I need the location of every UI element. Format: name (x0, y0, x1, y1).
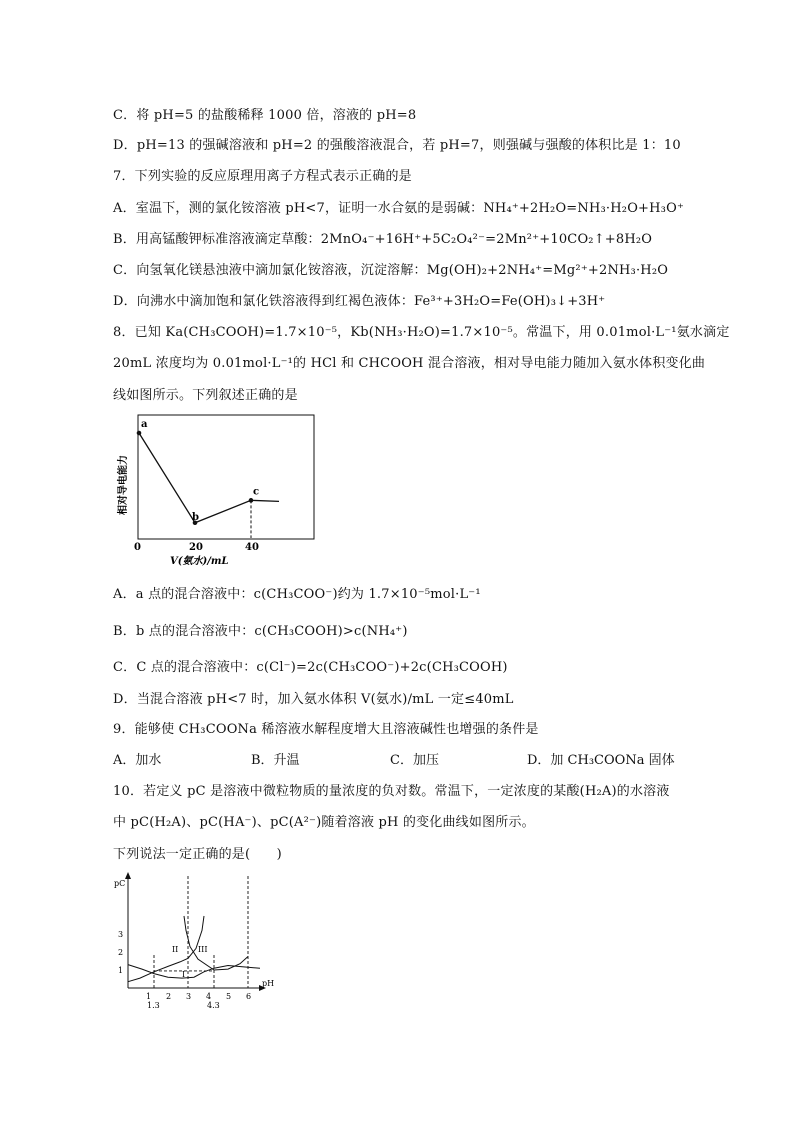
q9-option-c: C．加压 (390, 753, 439, 768)
q9-option-d: D．加 CH₃COONa 固体 (527, 753, 675, 768)
q8-option-b: B．b 点的混合溶液中：c(CH₃COOH)>c(NH₄⁺) (113, 624, 408, 639)
chart2-xlabel: pH (262, 979, 275, 988)
q10-stem-line1: 10．若定义 pC 是溶液中微粒物质的量浓度的负对数。常温下，一定浓度的某酸(H₂A)的水溶液 (113, 784, 670, 799)
q8-stem-line3: 线如图所示。下列叙述正确的是 (113, 388, 298, 403)
pc-ph-chart (112, 870, 292, 1010)
chart2-curve-III (184, 916, 248, 970)
q9-option-a: A．加水 (113, 753, 162, 768)
chart1-point-label-a: a (141, 419, 148, 430)
q8-stem-line1: 8．已知 Ka(CH₃COOH)=1.7×10⁻⁵，Kb(NH₃·H₂O)=1.7×10⁻⁵。常温下，用 0.01mol·L⁻¹氨水滴定 (113, 325, 730, 340)
chart1-point-label-c: c (253, 486, 260, 498)
q9-option-b: B．升温 (251, 753, 300, 768)
q7-option-d: D．向沸水中滴加饱和氯化铁溶液得到红褐色液体：Fe³⁺+3H₂O=Fe(OH)₃↓+3H⁺ (113, 294, 606, 309)
chart2-curve-label-II: II (172, 945, 179, 954)
chart1-tick-0: 0 (134, 542, 141, 553)
chart2-ytick-2: 2 (118, 948, 124, 957)
chart1-xlabel: V(氨水)/mL (170, 556, 229, 567)
q8-stem-line2: 20mL 浓度均为 0.01mol·L⁻¹的 HCl 和 CHCOOH 混合溶液，相对导电能力随加入氨水体积变化曲 (113, 356, 706, 371)
chart2-ytick-1: 1 (118, 966, 124, 975)
chart2-ylabel: pC (114, 879, 126, 888)
q6-option-c: C．将 pH=5 的盐酸稀释 1000 倍，溶液的 pH=8 (113, 108, 417, 123)
chart2-ytick-3: 3 (118, 930, 124, 939)
q7-option-c: C．向氢氧化镁悬浊液中滴加氯化铵溶液，沉淀溶解：Mg(OH)₂+2NH₄⁺=Mg²⁺+2NH₃·H₂O (113, 263, 669, 278)
q8-option-a: A．a 点的混合溶液中：c(CH₃COO⁻)约为 1.7×10⁻⁵mol·L⁻¹ (113, 587, 481, 602)
chart1-point-label-b: b (192, 511, 199, 523)
q9-stem: 9．能够使 CH₃COONa 稀溶液水解程度增大且溶液碱性也增强的条件是 (113, 722, 539, 737)
q8-option-c: C．C 点的混合溶液中：c(Cl⁻)=2c(CH₃COO⁻)+2c(CH₃COOH) (113, 660, 508, 675)
chart2-xtick-3: 3 (186, 992, 192, 1001)
chart1-tick-20: 20 (189, 542, 203, 553)
chart1-tick-40: 40 (245, 542, 259, 553)
q6-option-d: D．pH=13 的强碱溶液和 pH=2 的强酸溶液混合，若 pH=7，则强碱与强酸的体积比是 1：10 (113, 138, 681, 153)
chart2-y-arrow (125, 872, 131, 879)
chart1-series-line (139, 433, 279, 523)
chart2-marker-1.3: 1.3 (147, 1001, 160, 1010)
chart2-marker-4.3: 4.3 (207, 1001, 220, 1010)
q7-option-b: B．用高锰酸钾标准溶液滴定草酸：2MnO₄⁻+16H⁺+5C₂O₄²⁻=2Mn²⁺+10CO₂↑+8H₂O (113, 232, 653, 247)
q7-stem: 7．下列实验的反应原理用离子方程式表示正确的是 (113, 169, 412, 184)
chart2-xtick-1: 1 (146, 992, 152, 1001)
chart1-frame (138, 415, 314, 539)
q10-stem-line2: 中 pC(H₂A)、pC(HA⁻)、pC(A²⁻)随着溶液 pH 的变化曲线如图所示。 (113, 815, 535, 830)
chart2-curve-II (128, 916, 204, 982)
q10-stem-line3: 下列说法一定正确的是( ) (113, 847, 282, 862)
chart2-xtick-6: 6 (246, 992, 252, 1001)
chart2-xtick-2: 2 (166, 992, 172, 1001)
q8-option-d: D．当混合溶液 pH<7 时，加入氨水体积 V(氨水)/mL 一定≤40mL (113, 692, 514, 707)
chart1-point-a (137, 431, 142, 436)
chart2-xtick-4: 4 (206, 992, 212, 1001)
conductivity-chart (112, 410, 322, 570)
chart2-xtick-5: 5 (226, 992, 232, 1001)
q7-option-a: A．室温下，测的氯化铵溶液 pH<7，证明一水合氨的是弱碱：NH₄⁺+2H₂O=NH₃·H₂O+H₃O⁺ (113, 201, 685, 216)
chart2-curve-label-I: I (182, 970, 186, 980)
chart1-ylabel: 相对导电能力 (118, 455, 129, 515)
chart2-curve-label-III: III (198, 945, 208, 954)
